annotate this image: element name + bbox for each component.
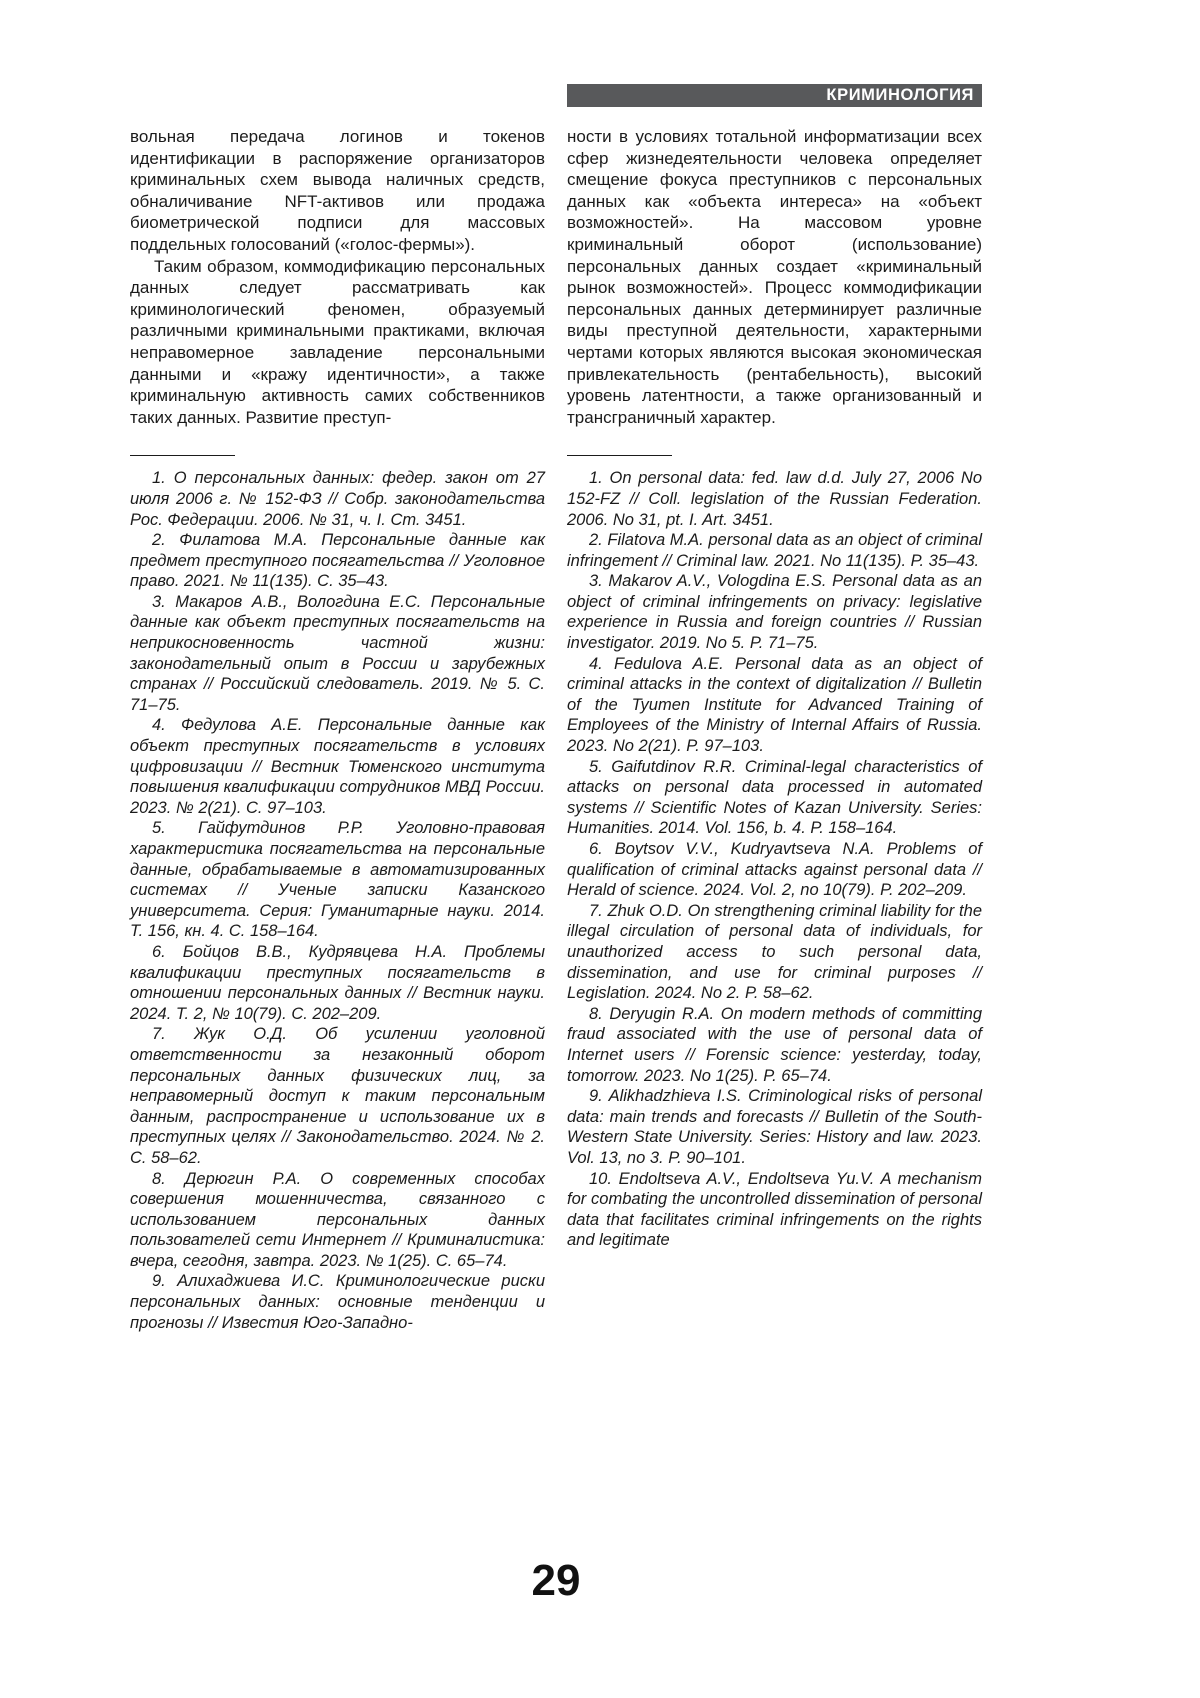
right-footnotes — [567, 468, 982, 1251]
body-paragraph: Таким образом, коммодификацию персональных данных следует рассматривать как криминологический феномен, образуемый различными криминальными практиками, включая неправомерное завладение персональными данными и «кражу идентичности», а также криминальную активность самих собственников таких данных. Развитие преступ- — [130, 256, 545, 427]
left-column — [130, 126, 545, 1333]
footnote-item: 7. Жук О.Д. Об усилении уголовной ответственности за незаконный оборот персональных данных физических лиц, за неправомерный доступ к таким персональным данным, распространение и использование их в преступных целях // Законодательство. 2024. № 2. С. 58–62. — [130, 1025, 545, 1167]
footnote-item: 4. Федулова А.Е. Персональные данные как объект преступных посягательств в условиях цифровизации // Вестник Тюменского института повышения квалификации сотрудников МВД России. 2023. № 2(21). С. 97–103. — [130, 716, 545, 817]
footnote-item: 6. Бойцов В.В., Кудрявцева Н.А. Проблемы квалификации преступных посягательств в отношении персональных данных // Вестник науки. 2024. Т. 2, № 10(79). С. 202–209. — [130, 942, 545, 1023]
right-body-text — [567, 126, 982, 428]
footnote-item: 9. Alikhadzhieva I.S. Criminological risks of personal data: main trends and forecasts // Bulletin of the South-Western State University. Series: History and law. 2023. Vol. 13, no 3. P. 90–101. — [567, 1087, 982, 1167]
footnote-item: 2. Филатова М.А. Персональные данные как предмет преступного посягательства // Уголовное право. 2021. № 11(135). С. 35–43. — [130, 531, 545, 591]
footnote-item: 5. Гайфутдинов Р.Р. Уголовно-правовая характеристика посягательства на персональные данные, обрабатываемые в автоматизированных системах // Ученые записки Казанского университета. Серия: Гуманитарные науки. 2014. Т. 156, кн. 4. С. 158–164. — [130, 819, 545, 941]
footnote-item: 2. Filatova M.A. personal data as an object of criminal infringement // Criminal law. 2021. No 11(135). P. 35–43. — [567, 531, 982, 570]
footnote-item: 8. Deryugin R.A. On modern methods of committing fraud associated with the use of personal data of Internet users // Forensic science: yesterday, today, tomorrow. 2023. No 1(25). P. 65–74. — [567, 1004, 982, 1085]
right-column — [567, 126, 982, 1333]
footnote-item: 4. Fedulova A.E. Personal data as an object of criminal attacks in the context of digitalization // Bulletin of the Tyumen Institute for Advanced Training of Employees of the Ministry of Internal Affairs of Russia. 2023. No 2(21). P. 97–103. — [567, 654, 982, 756]
page-number: 29 — [531, 1556, 581, 1605]
footnote-separator — [130, 455, 235, 456]
footnote-item: 6. Boytsov V.V., Kudryavtseva N.A. Problems of qualification of criminal attacks against personal data // Herald of science. 2024. Vol. 2, no 10(79). P. 202–209. — [567, 840, 982, 900]
footnote-item: 10. Endoltseva A.V., Endoltseva Yu.V. A mechanism for combating the uncontrolled dissemination of personal data that facilitates criminal infringements on the rights and legitimate — [567, 1169, 982, 1250]
footnote-item: 1. On personal data: fed. law d.d. July 27, 2006 No 152-FZ // Coll. legislation of the Russian Federation. 2006. No 31, pt. I. Art. 3451. — [567, 469, 982, 529]
footnote-item: 1. О персональных данных: федер. закон от 27 июля 2006 г. № 152-ФЗ // Собр. законодательства Рос. Федерации. 2006. № 31, ч. I. Ст. 3451. — [130, 469, 545, 529]
footnote-item: 7. Zhuk O.D. On strengthening criminal liability for the illegal circulation of personal data of individuals, for unauthorized access to such personal data, dissemination, and use for criminal purposes // Legislation. 2024. No 2. P. 58–62. — [567, 901, 982, 1003]
body-paragraph: вольная передача логинов и токенов идентификации в распоряжение организаторов криминальных схем вывода наличных средств, обналичивание NFT-активов или продажа биометрической подписи для массовых поддельных голосований («голос-фермы»). — [130, 127, 545, 254]
footnote-item: 8. Дерюгин Р.А. О современных способах совершения мошенничества, связанного с использованием персональных данных пользователей сети Интернет // Криминалистика: вчера, сегодня, завтра. 2023. № 1(25). С. 65–74. — [130, 1169, 545, 1270]
footnote-item: 5. Gaifutdinov R.R. Criminal-legal characteristics of attacks on personal data processed in automated systems // Scientific Notes of Kazan University. Series: Humanities. 2014. Vol. 156, b. 4. P. 158–164. — [567, 757, 982, 838]
left-body-text — [130, 126, 545, 428]
section-header-label: КРИМИНОЛОГИЯ — [826, 86, 974, 104]
footnote-item: 3. Makarov A.V., Vologdina E.S. Personal data as an object of criminal infringements on privacy: legislative experience in Russia and foreign countries // Russian investigator. 2019. No 5. P. 71–75. — [567, 572, 982, 653]
body-paragraph: ности в условиях тотальной информатизации всех сфер жизнедеятельности человека определяет смещение фокуса преступников с персональных данных как «объекта интереса» на «объект возможностей». На массовом уровне криминальный оборот (использование) персональных данных создает «криминальный рынок возможностей». Процесс коммодификации персональных данных детерминирует различные виды преступной деятельности, характерными чертами которых являются высокая экономическая привлекательность (рентабельность), высокий уровень латентности, а также организованный и трансграничный характер. — [567, 127, 982, 427]
footnote-separator — [567, 455, 672, 456]
section-header-bar — [567, 84, 982, 107]
footnote-item: 3. Макаров А.В., Вологдина Е.С. Персональные данные как объект преступных посягательств на неприкосновенность частной жизни: законодательный опыт в России и зарубежных странах // Российский следователь. 2019. № 5. С. 71–75. — [130, 592, 545, 714]
two-column-layout — [130, 126, 982, 1333]
left-footnotes — [130, 468, 545, 1333]
footnote-item: 9. Алихаджиева И.С. Криминологические риски персональных данных: основные тенденции и прогнозы // Известия Юго-Западно- — [130, 1272, 545, 1332]
